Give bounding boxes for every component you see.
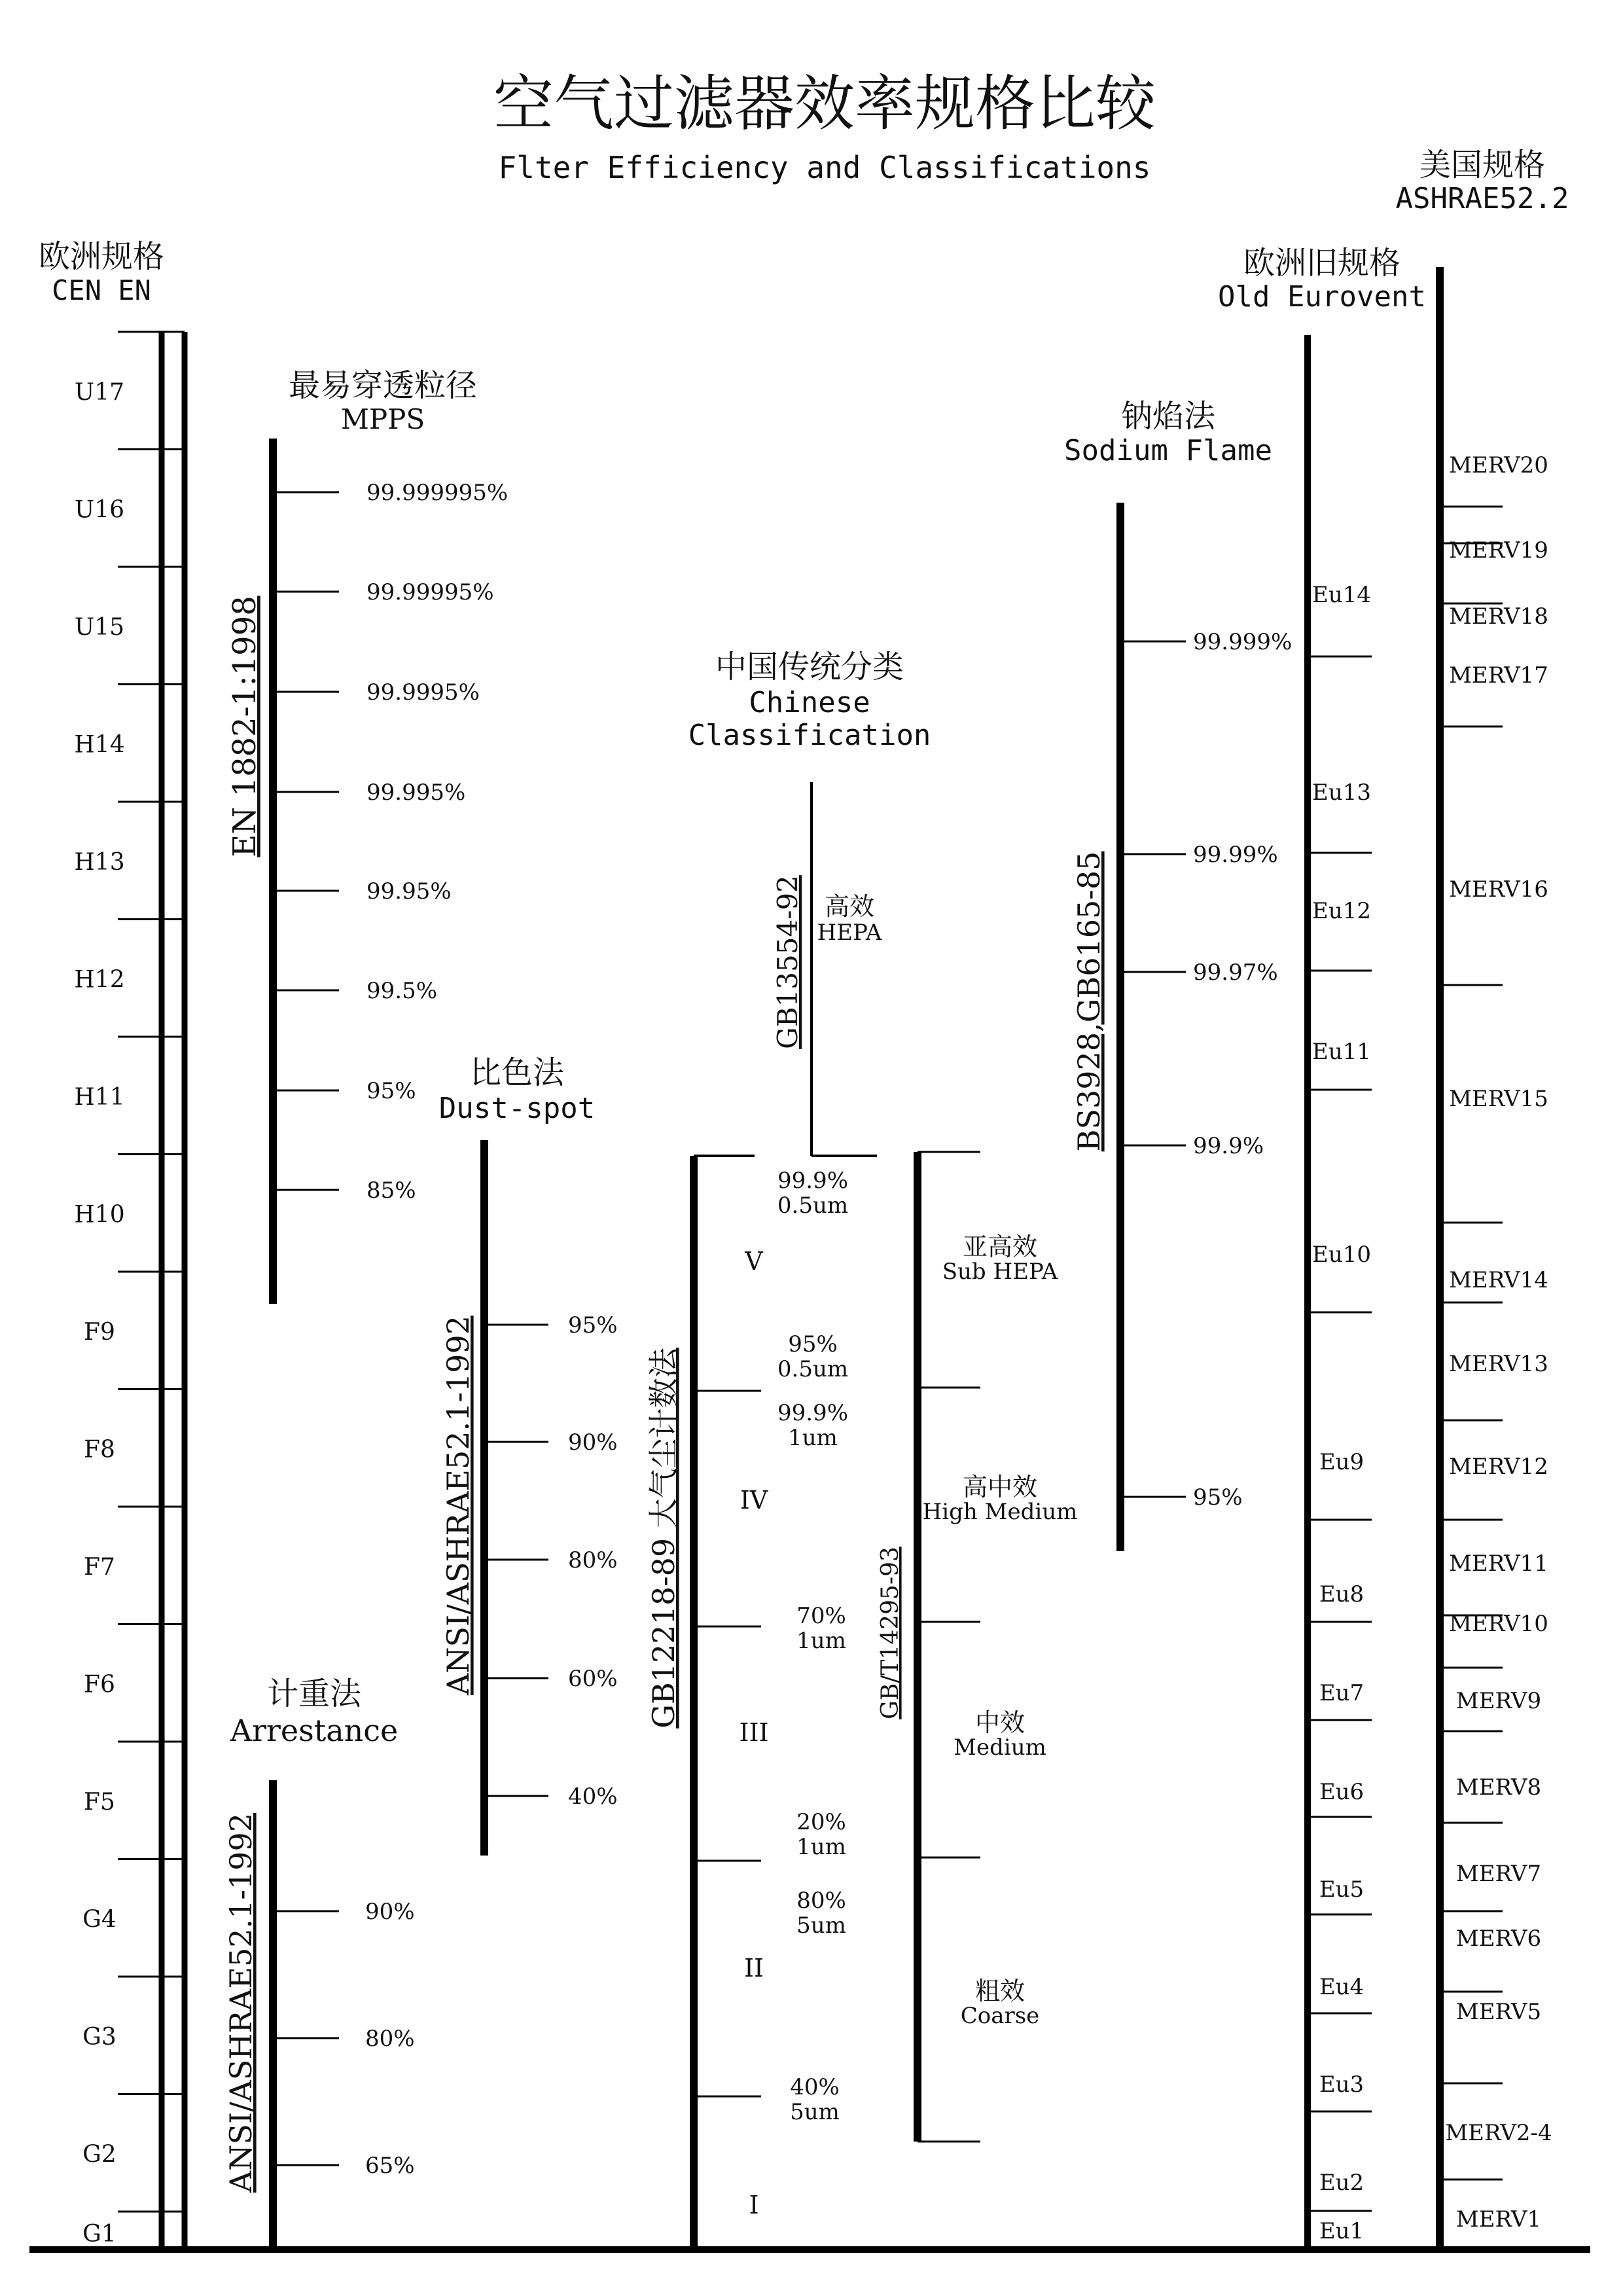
eurovent-class-label: Eu12 xyxy=(1312,898,1371,924)
cen-class-label: U17 xyxy=(74,378,125,406)
page-subtitle: Flter Efficiency and Classifications xyxy=(498,150,1151,185)
ashrae-class-label: MERV8 xyxy=(1455,1774,1542,1801)
cen-class-label: H11 xyxy=(74,1083,125,1111)
gbt-standard: GB/T14295-93 xyxy=(877,1547,904,1719)
sodium-value-label: 99.97% xyxy=(1193,960,1278,986)
gbt-labels xyxy=(923,1232,1078,2029)
cen-class-label: H12 xyxy=(74,966,125,994)
gbt-class-label-cn: 粗效 xyxy=(974,1977,1026,2005)
eurovent-class-label: Eu11 xyxy=(1312,1039,1371,1065)
gbt-class-label-en: Sub HEPA xyxy=(942,1259,1058,1285)
ashrae-class-label: MERV20 xyxy=(1449,452,1548,478)
ashrae-class-label: MERV12 xyxy=(1449,1454,1548,1480)
count-efficiency-label: 40% xyxy=(790,2074,840,2100)
ashrae-ticks xyxy=(1440,452,1552,2233)
gbt-class-label-cn: 亚高效 xyxy=(962,1232,1038,1261)
mpps-value-label: 99.5% xyxy=(366,978,438,1004)
cen-class-label: G3 xyxy=(82,2023,116,2051)
arrestance-title-cn: 计重法 xyxy=(266,1676,362,1712)
count-grade-label: I xyxy=(749,2191,759,2219)
arrestance-standard: ANSI/ASHRAE52.1-1992 xyxy=(223,1813,259,2193)
ashrae-class-label: MERV2-4 xyxy=(1445,2120,1552,2146)
arrestance-value-label: 90% xyxy=(365,1899,415,1925)
ashrae-class-label: MERV19 xyxy=(1449,537,1548,564)
eurovent-class-label: Eu3 xyxy=(1319,2072,1364,2098)
chinese-title-en-1: Chinese xyxy=(749,686,870,719)
arrestance-value-label: 65% xyxy=(365,2153,415,2179)
count-efficiency-label: 99.9% xyxy=(777,1168,849,1194)
mpps-column xyxy=(226,367,508,1304)
sodium-ticks xyxy=(1120,629,1292,1511)
eurovent-class-label: Eu7 xyxy=(1319,1680,1364,1706)
eurovent-column xyxy=(1218,245,1426,2250)
eurovent-class-label: Eu8 xyxy=(1319,1581,1364,1607)
count-efficiency-label: 99.9% xyxy=(777,1400,849,1426)
ashrae-class-label: MERV16 xyxy=(1449,876,1548,903)
dustspot-value-label: 80% xyxy=(568,1547,618,1573)
count-particle-size-label: 5um xyxy=(790,2099,840,2125)
gbt-class-label-cn: 高中效 xyxy=(962,1473,1038,1501)
count-particle-size-label: 0.5um xyxy=(777,1193,849,1219)
hepa-label-cn: 高效 xyxy=(824,892,875,921)
cen-title-cn: 欧洲规格 xyxy=(38,238,165,275)
sodium-column xyxy=(1064,398,1292,1551)
mpps-title-cn: 最易穿透粒径 xyxy=(288,367,478,404)
gbt-class-label-cn: 中效 xyxy=(974,1708,1026,1737)
eurovent-ticks xyxy=(1308,582,1372,2244)
count-efficiency-label: 95% xyxy=(788,1331,838,1357)
count-grade-label: III xyxy=(739,1718,769,1747)
count-particle-size-label: 1um xyxy=(796,1834,846,1860)
cen-class-label: F8 xyxy=(84,1436,115,1463)
mpps-value-label: 85% xyxy=(366,1177,416,1204)
ashrae-class-label: MERV13 xyxy=(1449,1351,1548,1377)
ashrae-class-label: MERV6 xyxy=(1455,1926,1542,1952)
ashrae-class-label: MERV14 xyxy=(1449,1267,1548,1293)
ashrae-title-en: ASHRAE52.2 xyxy=(1395,182,1569,215)
hepa-standard: GB13554-92 xyxy=(772,875,804,1049)
cen-class-label: U15 xyxy=(74,613,125,641)
eurovent-title-en: Old Eurovent xyxy=(1218,280,1426,314)
count-particle-size-label: 5um xyxy=(796,1912,846,1939)
dustspot-value-label: 40% xyxy=(568,1784,618,1810)
cen-class-label: H10 xyxy=(74,1201,125,1229)
eurovent-class-label: Eu2 xyxy=(1319,2170,1364,2196)
gbt-class-label-en: High Medium xyxy=(922,1499,1078,1525)
count-grades xyxy=(739,1247,768,2219)
mpps-standard: EN 1882-1:1998 xyxy=(226,596,263,857)
cen-class-label: F6 xyxy=(84,1671,115,1698)
count-efficiency-label: 20% xyxy=(796,1809,846,1835)
count-particle-size-label: 0.5um xyxy=(777,1356,849,1382)
cen-class-label: G2 xyxy=(82,2141,116,2168)
sodium-standard: BS3928,GB6165-85 xyxy=(1071,851,1107,1152)
eurovent-title-cn: 欧洲旧规格 xyxy=(1243,245,1401,281)
eurovent-class-label: Eu10 xyxy=(1312,1242,1371,1268)
cen-class-label: H13 xyxy=(74,848,125,876)
chinese-title-cn: 中国传统分类 xyxy=(715,649,904,685)
ashrae-class-label: MERV11 xyxy=(1449,1551,1548,1577)
ashrae-title-cn: 美国规格 xyxy=(1419,147,1546,183)
arrestance-ticks xyxy=(273,1899,415,2179)
cen-class-label: U16 xyxy=(74,496,125,524)
dustspot-value-label: 60% xyxy=(568,1666,618,1692)
dustspot-column xyxy=(439,1054,618,1856)
cen-ticks xyxy=(74,332,185,2248)
ashrae-class-label: MERV17 xyxy=(1449,662,1548,689)
mpps-value-label: 99.9995% xyxy=(366,679,480,706)
eurovent-class-label: Eu1 xyxy=(1319,2218,1364,2244)
ashrae-class-label: MERV10 xyxy=(1449,1611,1548,1637)
count-labels xyxy=(777,1168,848,2125)
cen-class-label: F7 xyxy=(84,1553,115,1581)
count-efficiency-label: 70% xyxy=(796,1603,846,1629)
cen-class-label: H14 xyxy=(74,731,125,759)
sodium-title-cn: 钠焰法 xyxy=(1120,398,1216,435)
sodium-value-label: 99.999% xyxy=(1193,629,1293,655)
chinese-column xyxy=(646,649,1077,2250)
ashrae-class-label: MERV9 xyxy=(1455,1688,1542,1714)
cen-class-label: G1 xyxy=(82,2221,116,2248)
gbt-ticks xyxy=(918,1152,980,2142)
cen-class-label: F5 xyxy=(84,1788,115,1816)
count-efficiency-label: 80% xyxy=(796,1888,846,1914)
arrestance-column xyxy=(223,1676,415,2250)
mpps-value-label: 99.95% xyxy=(366,878,452,905)
ashrae-class-label: MERV5 xyxy=(1455,1999,1542,2025)
eurovent-class-label: Eu6 xyxy=(1319,1779,1364,1805)
ashrae-class-label: MERV1 xyxy=(1455,2206,1542,2233)
eurovent-class-label: Eu9 xyxy=(1319,1449,1364,1475)
gbt-class-label-en: Medium xyxy=(954,1734,1046,1761)
dustspot-value-label: 95% xyxy=(568,1312,618,1338)
eurovent-class-label: Eu14 xyxy=(1312,582,1371,608)
ashrae-column xyxy=(1396,147,1569,2250)
hepa-label-en: HEPA xyxy=(817,920,882,946)
mpps-value-label: 95% xyxy=(366,1078,416,1104)
mpps-title-en: MPPS xyxy=(340,403,425,435)
dustspot-title-cn: 比色法 xyxy=(469,1054,565,1091)
eurovent-class-label: Eu4 xyxy=(1319,1974,1364,2000)
count-particle-size-label: 1um xyxy=(788,1425,838,1451)
sodium-title-en: Sodium Flame xyxy=(1064,434,1272,467)
cen-class-label: F9 xyxy=(84,1318,115,1346)
sodium-value-label: 95% xyxy=(1193,1484,1243,1511)
dustspot-standard: ANSI/ASHRAE52.1-1992 xyxy=(440,1316,476,1695)
mpps-value-label: 99.99995% xyxy=(366,579,494,605)
count-grade-label: V xyxy=(745,1247,763,1276)
chinese-title-en-2: Classification xyxy=(688,719,931,752)
sodium-value-label: 99.99% xyxy=(1193,842,1278,868)
arrestance-title-en: Arrestance xyxy=(230,1713,399,1748)
count-standard: GB12218-89 大气尘计数法 xyxy=(646,1348,681,1729)
cen-column xyxy=(39,238,185,2250)
count-grade-label: II xyxy=(743,1954,764,1982)
eurovent-class-label: Eu5 xyxy=(1319,1876,1364,1903)
count-particle-size-label: 1um xyxy=(796,1628,846,1654)
ashrae-class-label: MERV15 xyxy=(1449,1086,1548,1112)
mpps-value-label: 99.999995% xyxy=(366,480,508,506)
sodium-value-label: 99.9% xyxy=(1193,1133,1264,1159)
count-grade-label: IV xyxy=(740,1486,768,1515)
ashrae-class-label: MERV18 xyxy=(1449,603,1548,630)
ashrae-class-label: MERV7 xyxy=(1455,1861,1542,1887)
arrestance-value-label: 80% xyxy=(365,2026,415,2052)
dustspot-value-label: 90% xyxy=(568,1429,618,1456)
eurovent-class-label: Eu13 xyxy=(1312,780,1371,806)
cen-class-label: G4 xyxy=(82,1906,116,1933)
cen-title-en: CEN EN xyxy=(52,274,151,306)
dustspot-title-en: Dust-spot xyxy=(438,1092,596,1125)
gbt-class-label-en: Coarse xyxy=(960,2003,1040,2029)
dustspot-ticks xyxy=(484,1312,618,1810)
mpps-value-label: 99.995% xyxy=(366,780,466,806)
page-title: 空气过滤器效率规格比较 xyxy=(493,69,1156,139)
